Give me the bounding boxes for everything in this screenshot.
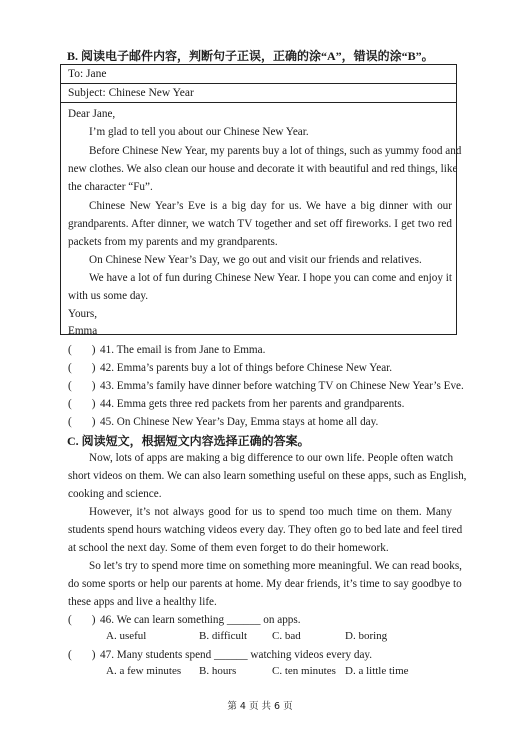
- question-42: [68, 361, 392, 375]
- question-43: [68, 379, 464, 393]
- email-line: grandparents. After dinner, we watch TV together and set off fireworks. I get two red: [68, 218, 452, 230]
- email-line: Emma: [68, 325, 98, 337]
- passage-line: these apps and live a healthy life.: [68, 596, 217, 608]
- passage-line: short videos on them. We can also learn something useful on these apps, such as English,: [68, 470, 467, 482]
- email-line: We have a lot of fun during Chinese New Year. I hope you can come and enjoy it: [89, 272, 452, 284]
- answer-close-paren: ): [91, 614, 96, 626]
- section-b-title: B. 阅读电子邮件内容，判断句子正误，正确的涂“A”，错误的涂“B”。: [67, 49, 434, 63]
- answer-close-paren: ): [91, 649, 96, 661]
- answer-open-paren: (: [68, 362, 72, 374]
- option-d[interactable]: D. boring: [345, 630, 388, 642]
- email-line: Before Chinese New Year, my parents buy a lot of things, such as yummy food and: [89, 145, 462, 157]
- question-44: [68, 397, 404, 411]
- passage-line: However, it’s not always good for us to spend too much time on them. Many: [89, 506, 452, 518]
- question-text: 42. Emma’s parents buy a lot of things before Chinese New Year.: [100, 362, 393, 374]
- option-d[interactable]: D. a little time: [345, 665, 409, 677]
- answer-open-paren: (: [68, 398, 72, 410]
- email-to: To: Jane: [61, 65, 456, 84]
- email-line: Chinese New Year’s Eve is a big day for us. We have a big dinner with our: [89, 200, 452, 212]
- option-a[interactable]: A. a few minutes: [106, 665, 182, 677]
- passage-line: students spend hours watching videos every day. They often go to bed late and feel tired: [68, 524, 463, 536]
- question-text: 45. On Chinese New Year’s Day, Emma stays at home all day.: [100, 416, 379, 428]
- email-line: packets from my parents and my grandparents.: [68, 236, 278, 248]
- question-46: [68, 613, 301, 627]
- email-line: with us some day.: [68, 290, 149, 302]
- answer-open-paren: (: [68, 380, 72, 392]
- question-text: 43. Emma’s family have dinner before watching TV on Chinese New Year’s Eve.: [100, 380, 464, 392]
- answer-open-paren: (: [68, 649, 72, 661]
- answer-close-paren: ): [91, 416, 96, 428]
- question-47: [68, 648, 372, 662]
- email-line: new clothes. We also clean our house and decorate it with beautiful and red things, like: [68, 163, 458, 175]
- answer-close-paren: ): [91, 380, 96, 392]
- passage-line: Now, lots of apps are making a big difference to our own life. People often watch: [89, 452, 454, 464]
- email-line: the character “Fu”.: [68, 181, 153, 193]
- answer-open-paren: (: [68, 416, 72, 428]
- option-c[interactable]: C. bad: [272, 630, 301, 642]
- question-text: 41. The email is from Jane to Emma.: [100, 344, 266, 356]
- page-footer: 第 4 页 共 6 页: [227, 701, 293, 712]
- option-b[interactable]: B. difficult: [199, 630, 248, 642]
- answer-open-paren: (: [68, 614, 72, 626]
- question-41: [68, 343, 265, 357]
- section-c-title: C. 阅读短文，根据短文内容选择正确的答案。: [67, 434, 310, 448]
- question-text: 44. Emma gets three red packets from her parents and grandparents.: [100, 398, 405, 410]
- email-line: Yours,: [68, 308, 98, 320]
- answer-open-paren: (: [68, 344, 72, 356]
- passage-line: So let’s try to spend more time on something more meaningful. We can read books,: [89, 560, 462, 572]
- option-c[interactable]: C. ten minutes: [272, 665, 336, 677]
- email-line: Dear Jane,: [68, 108, 116, 120]
- passage-line: cooking and science.: [68, 488, 162, 500]
- email-subject: Subject: Chinese New Year: [61, 84, 456, 103]
- answer-close-paren: ): [91, 398, 96, 410]
- option-b[interactable]: B. hours: [199, 665, 237, 677]
- answer-close-paren: ): [91, 362, 96, 374]
- email-line: I’m glad to tell you about our Chinese New Year.: [89, 126, 309, 138]
- question-text: 46. We can learn something ______ on apps.: [100, 614, 301, 626]
- answer-close-paren: ): [91, 344, 96, 356]
- passage-line: at school the next day. Some of them even forget to do their homework.: [68, 542, 389, 554]
- passage-line: do some sports or help our parents at home. My dear friends, it’s time to say goodbye to: [68, 578, 462, 590]
- question-text: 47. Many students spend ______ watching videos every day.: [100, 649, 373, 661]
- option-a[interactable]: A. useful: [106, 630, 147, 642]
- email-line: On Chinese New Year’s Day, we go out and visit our friends and relatives.: [89, 254, 422, 266]
- question-45: [68, 415, 378, 429]
